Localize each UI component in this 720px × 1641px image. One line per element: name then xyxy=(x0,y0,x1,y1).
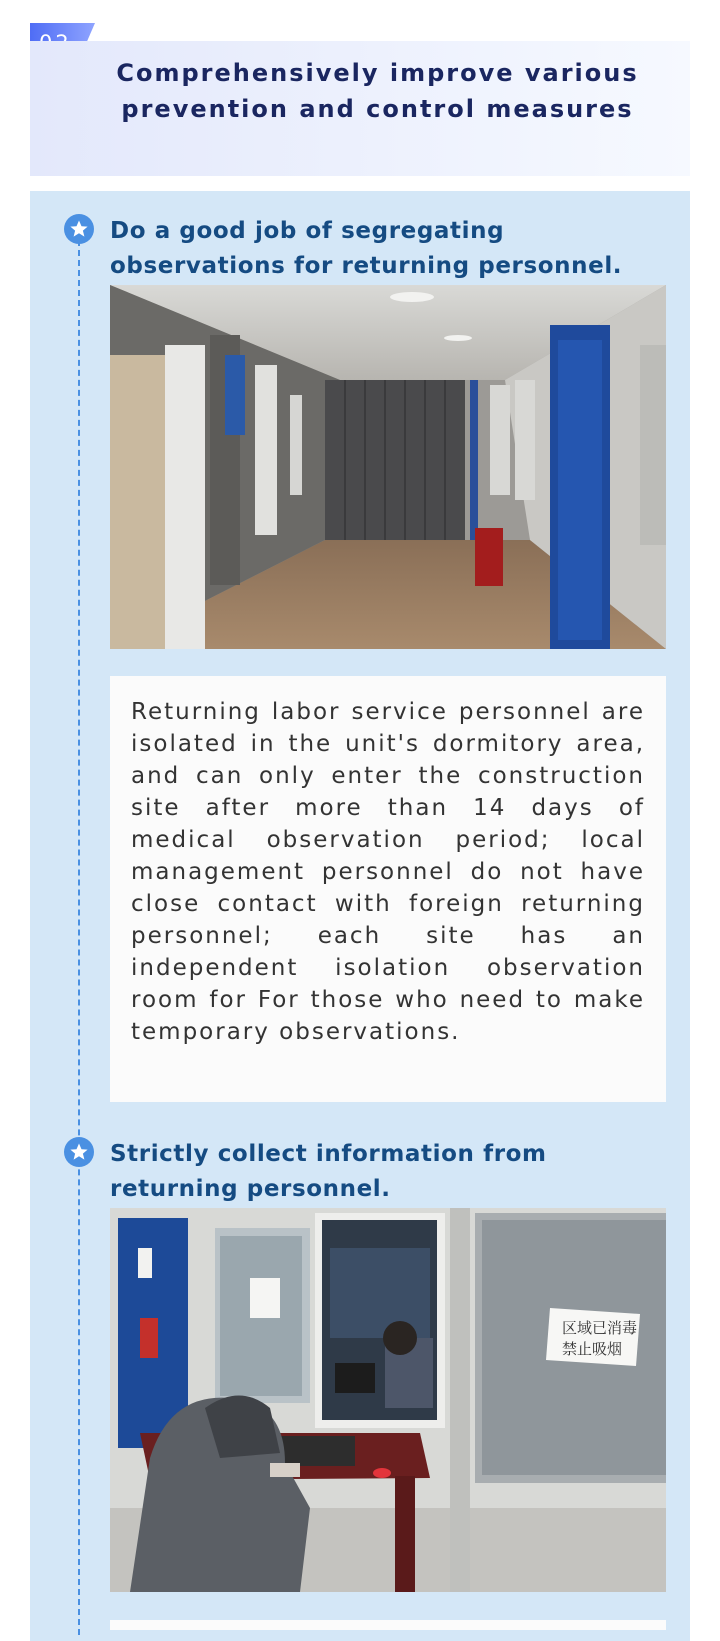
timeline-line xyxy=(78,240,80,1635)
timeline-marker xyxy=(64,214,94,244)
description-card-next xyxy=(110,1620,666,1630)
item-title: Strictly collect information from returning personnel. xyxy=(110,1141,547,1202)
corridor-photo xyxy=(110,285,666,649)
description-card xyxy=(110,676,666,1102)
section-heading: Comprehensively improve various prevention and control measures xyxy=(116,59,639,123)
registration-photo xyxy=(110,1208,666,1592)
timeline-marker xyxy=(64,1137,94,1167)
description-text: Returning labor service personnel are isolated in the unit's dormitory area, and can only enter the construction site after more than 14 days of medical observation period; local management personnel do not have close contact with foreign returning personnel; each site has an independent isolation observation room for For those who need to make temporary observations. xyxy=(131,699,645,1045)
notice-sign-line-2: 禁止吸烟 xyxy=(562,1340,623,1358)
notice-sign-line-1: 区域已消毒 xyxy=(562,1319,638,1337)
star-icon xyxy=(69,1142,89,1162)
star-icon xyxy=(69,219,89,239)
item-title: Do a good job of segregating observations for returning personnel. xyxy=(110,218,623,279)
